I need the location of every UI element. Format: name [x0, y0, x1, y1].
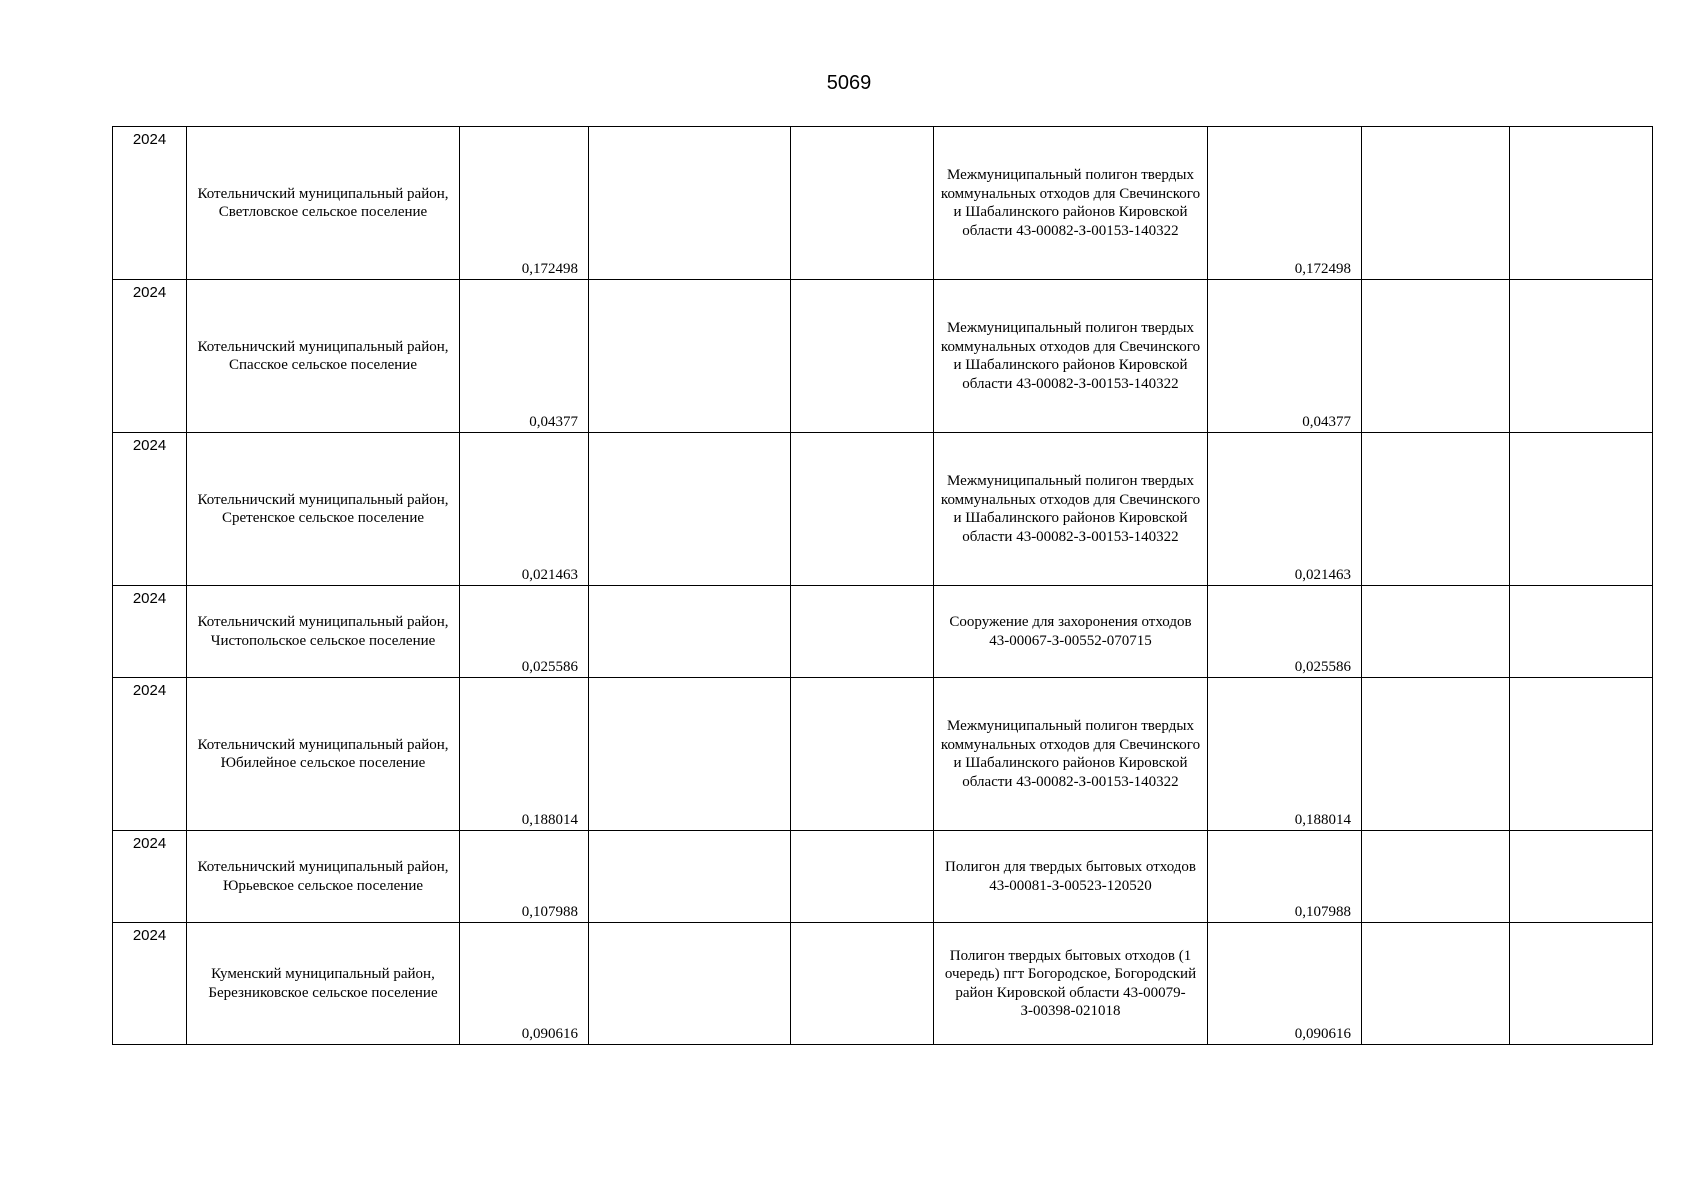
empty-cell: [1510, 678, 1653, 831]
table-row: [113, 433, 1653, 586]
empty-cell: [1362, 433, 1510, 586]
table-row: [113, 127, 1653, 280]
year-cell: 2024: [113, 586, 187, 678]
empty-cell: [1362, 586, 1510, 678]
empty-cell: [589, 127, 791, 280]
table-row: [113, 831, 1653, 923]
territory-cell: Котельничский муниципальный район, Светловское сельское поселение: [187, 127, 460, 280]
empty-cell: [1362, 923, 1510, 1045]
facility-amount-cell: 0,172498: [1208, 127, 1362, 280]
table-row: [113, 280, 1653, 433]
empty-cell: [1510, 433, 1653, 586]
amount-cell: 0,188014: [460, 678, 589, 831]
empty-cell: [791, 923, 934, 1045]
facility-cell: Полигон для твердых бытовых отходов 43-00081-З-00523-120520: [934, 831, 1208, 923]
facility-amount-cell: 0,107988: [1208, 831, 1362, 923]
waste-table: [112, 126, 1653, 1045]
empty-cell: [791, 280, 934, 433]
empty-cell: [791, 127, 934, 280]
facility-cell: Межмуниципальный полигон твердых коммунальных отходов для Свечинского и Шабалинского районов Кировской области 43-00082-З-00153-140322: [934, 127, 1208, 280]
amount-cell: 0,107988: [460, 831, 589, 923]
empty-cell: [589, 586, 791, 678]
empty-cell: [1510, 586, 1653, 678]
empty-cell: [1362, 678, 1510, 831]
amount-cell: 0,04377: [460, 280, 589, 433]
empty-cell: [589, 678, 791, 831]
territory-cell: Котельничский муниципальный район, Юрьевское сельское поселение: [187, 831, 460, 923]
table-row: [113, 678, 1653, 831]
table-row: [113, 586, 1653, 678]
year-cell: 2024: [113, 678, 187, 831]
facility-amount-cell: 0,090616: [1208, 923, 1362, 1045]
empty-cell: [1362, 280, 1510, 433]
amount-cell: 0,172498: [460, 127, 589, 280]
empty-cell: [791, 586, 934, 678]
empty-cell: [1510, 280, 1653, 433]
territory-cell: Котельничский муниципальный район, Юбилейное сельское поселение: [187, 678, 460, 831]
facility-amount-cell: 0,04377: [1208, 280, 1362, 433]
empty-cell: [791, 433, 934, 586]
amount-cell: 0,025586: [460, 586, 589, 678]
amount-cell: 0,090616: [460, 923, 589, 1045]
empty-cell: [589, 831, 791, 923]
empty-cell: [1362, 831, 1510, 923]
territory-cell: Котельничский муниципальный район, Чистопольское сельское поселение: [187, 586, 460, 678]
empty-cell: [589, 433, 791, 586]
page-number: 5069: [826, 72, 872, 94]
territory-cell: Куменский муниципальный район, Березниковское сельское поселение: [187, 923, 460, 1045]
empty-cell: [791, 678, 934, 831]
year-cell: 2024: [113, 923, 187, 1045]
facility-cell: Межмуниципальный полигон твердых коммунальных отходов для Свечинского и Шабалинского районов Кировской области 43-00082-З-00153-140322: [934, 280, 1208, 433]
territory-cell: Котельничский муниципальный район, Спасское сельское поселение: [187, 280, 460, 433]
year-cell: 2024: [113, 831, 187, 923]
facility-cell: Межмуниципальный полигон твердых коммунальных отходов для Свечинского и Шабалинского районов Кировской области 43-00082-З-00153-140322: [934, 433, 1208, 586]
facility-amount-cell: 0,021463: [1208, 433, 1362, 586]
empty-cell: [1510, 923, 1653, 1045]
year-cell: 2024: [113, 127, 187, 280]
amount-cell: 0,021463: [460, 433, 589, 586]
empty-cell: [589, 923, 791, 1045]
empty-cell: [589, 280, 791, 433]
table-row: [113, 923, 1653, 1045]
facility-amount-cell: 0,025586: [1208, 586, 1362, 678]
territory-cell: Котельничский муниципальный район, Сретенское сельское поселение: [187, 433, 460, 586]
facility-cell: Полигон твердых бытовых отходов (1 очередь) пгт Богородское, Богородский район Кировской области 43-00079-З-00398-021018: [934, 923, 1208, 1045]
empty-cell: [791, 831, 934, 923]
year-cell: 2024: [113, 433, 187, 586]
facility-cell: Сооружение для захоронения отходов 43-00067-З-00552-070715: [934, 586, 1208, 678]
empty-cell: [1510, 831, 1653, 923]
empty-cell: [1362, 127, 1510, 280]
empty-cell: [1510, 127, 1653, 280]
year-cell: 2024: [113, 280, 187, 433]
facility-amount-cell: 0,188014: [1208, 678, 1362, 831]
facility-cell: Межмуниципальный полигон твердых коммунальных отходов для Свечинского и Шабалинского районов Кировской области 43-00082-З-00153-140322: [934, 678, 1208, 831]
